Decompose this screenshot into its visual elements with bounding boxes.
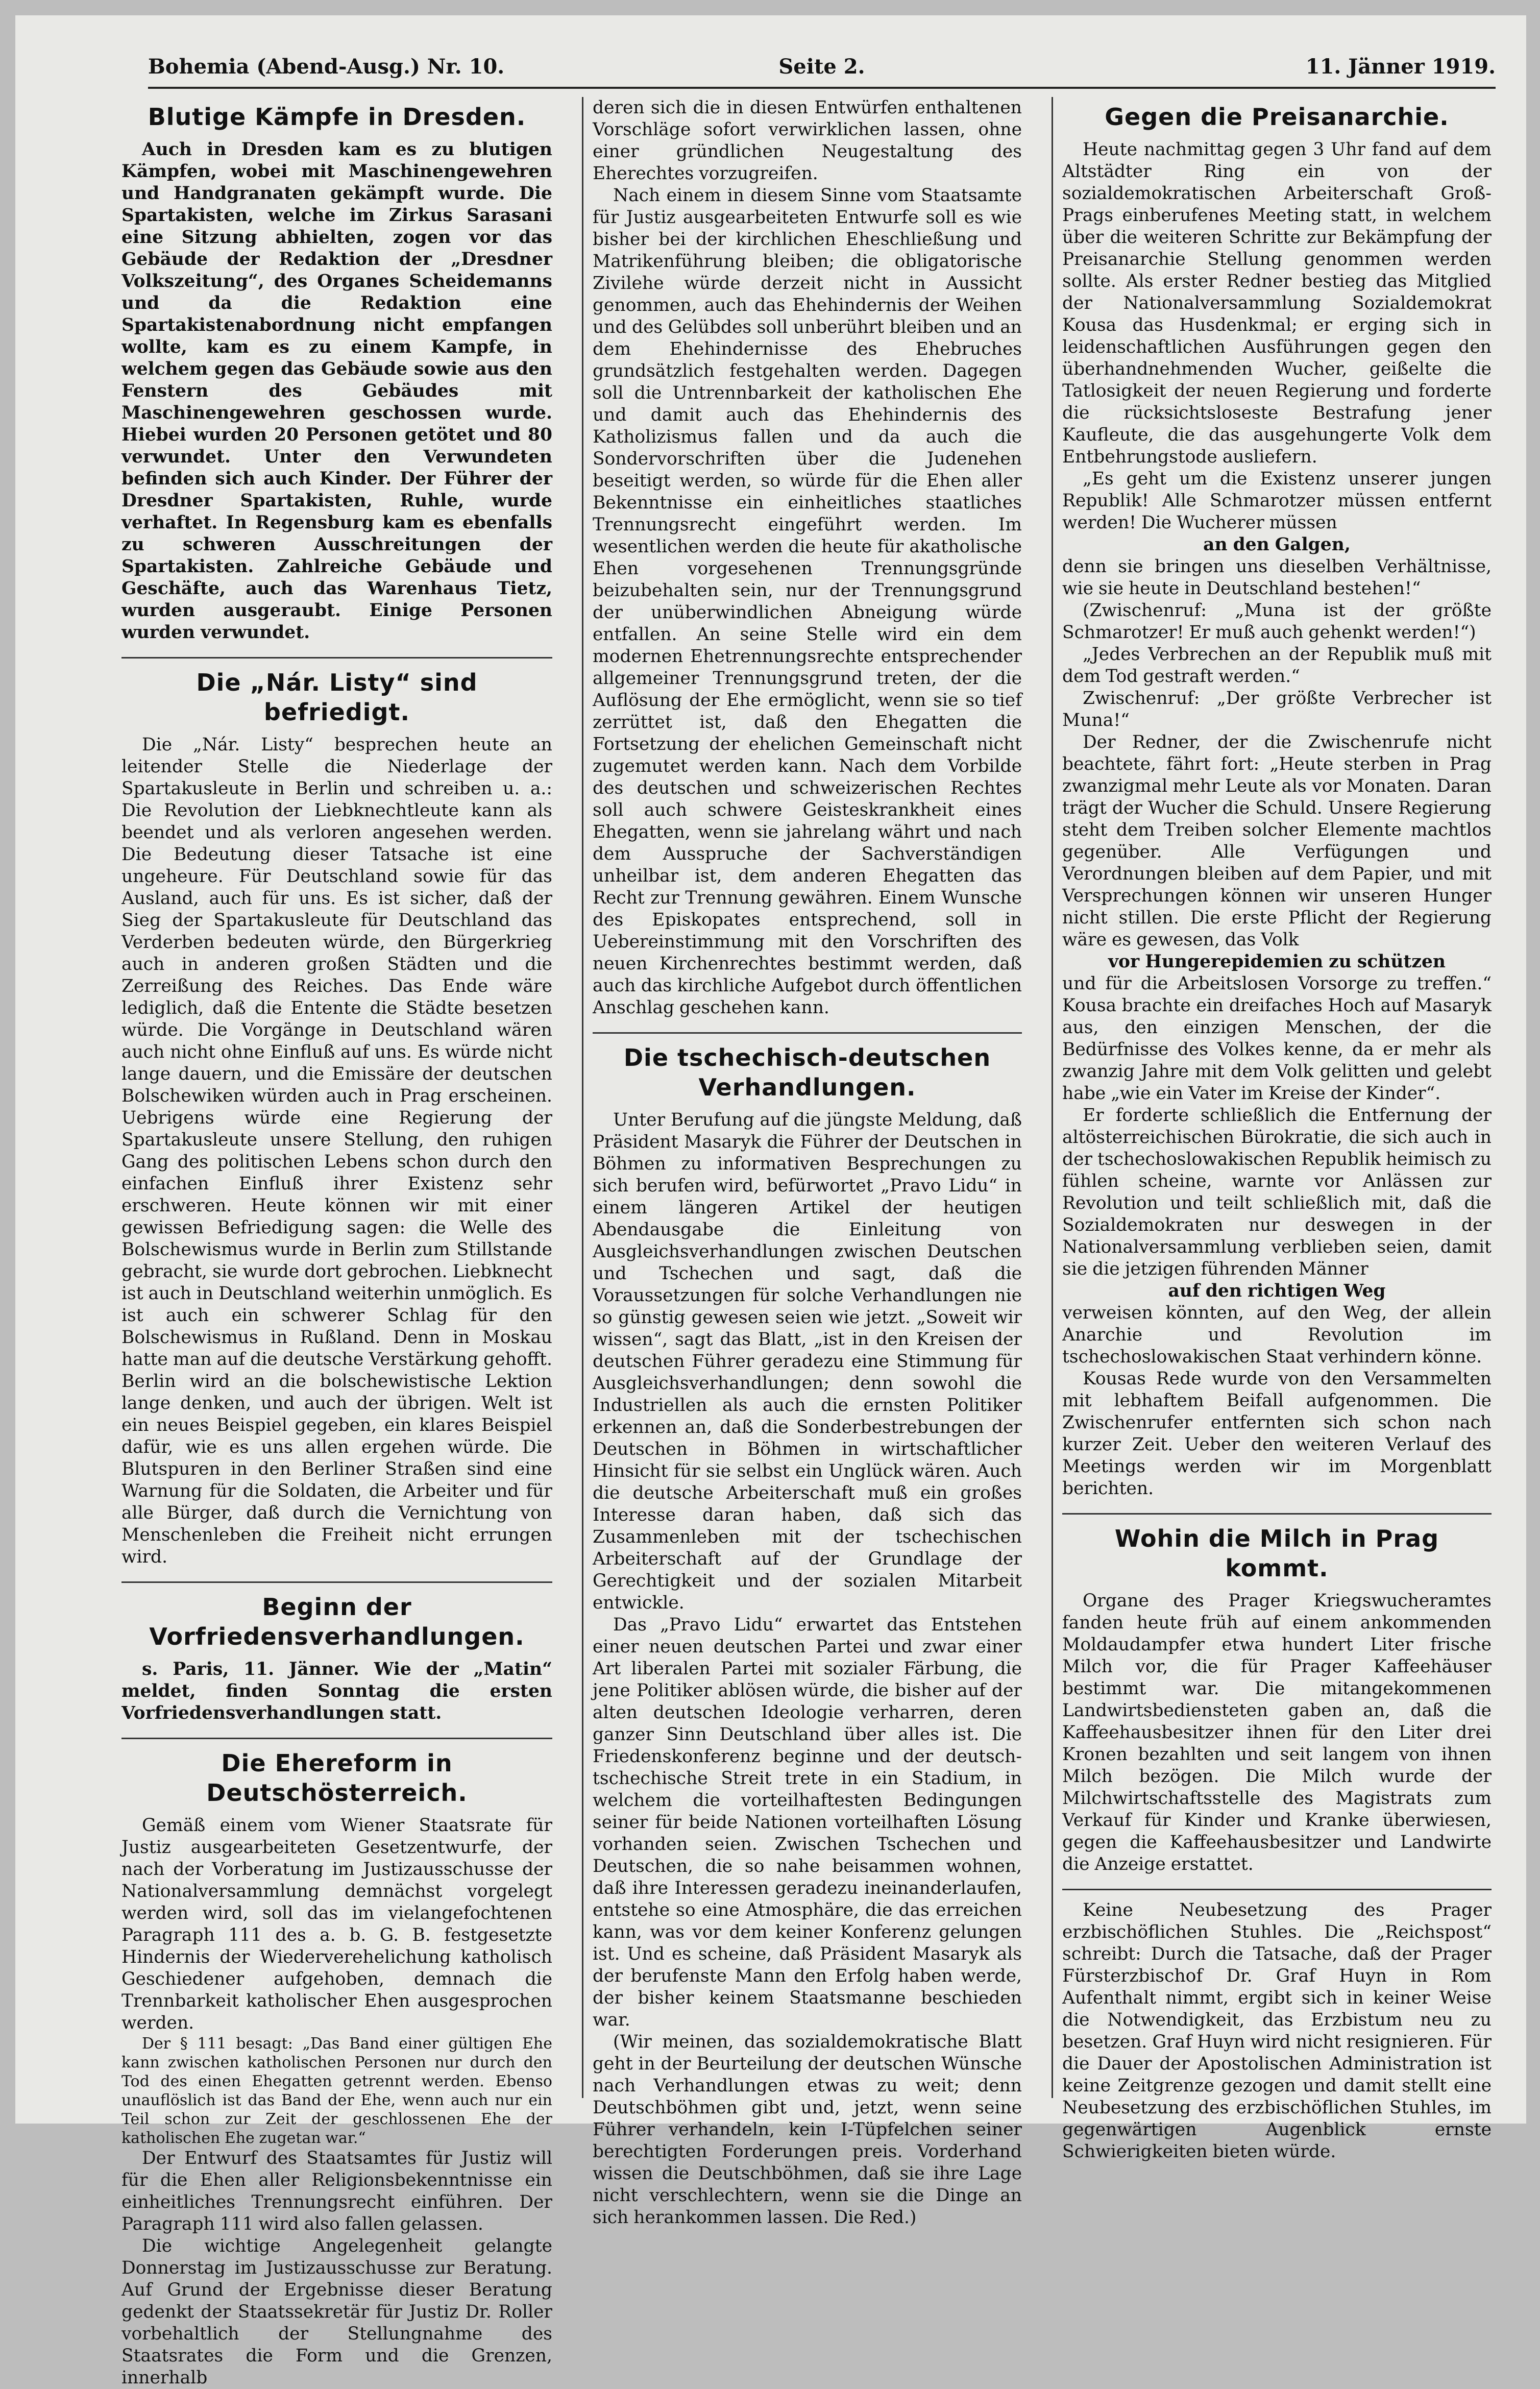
preisanarchie-text-11: Kousas Rede wurde von den Versammelten mit lebhaftem Beifall aufgenommen. Die Zwischenrufer entfernten sich schon nach kurzer Zeit. Ueber den weiteren Verlauf des Meetings werden wir im Morgenblatt berichten. bbox=[1062, 1369, 1492, 1499]
article-vorfrieden bbox=[121, 1592, 552, 1724]
preisanarchie-text-7: Der Redner, der die Zwischenrufe nicht beachtete, fährt fort: „Heute sterben in Prag zwanzigmal mehr Leute als vor Monaten. Daran trägt der Wucher die Schuld. Unsere Regierung steht dem Treiben solcher Elemente machtlos gegenüber. Alle Verfügungen und Verordnungen bleiben auf dem Papier, und mit Versprechungen können wir unseren Hunger nicht stillen. Die erste Pflicht der Regierung wäre es gewesen, das Volk bbox=[1062, 732, 1492, 950]
article-ehereform-text-2: Der Entwurf des Staatsamtes für Justiz will für die Ehen aller Religionsbekenntnisse ein einheitliches Trennungsrecht einführen. Der Paragraph 111 wird also fallen gelassen. bbox=[121, 2148, 552, 2234]
headline-preisanarchie: Gegen die Preisanarchie. bbox=[1105, 103, 1449, 131]
preisanarchie-text-10: verweisen könnten, auf den Weg, der allein Anarchie und Revolution im tschechoslowakischen Staat verhindern könne. bbox=[1062, 1303, 1492, 1367]
article-erzbistum bbox=[1062, 1899, 1492, 2163]
article-milch-text: Organe des Prager Kriegswucheramtes fanden heute früh auf einem ankommenden Moldaudampfer etwa hundert Liter frische Milch vor, die für Prager Kaffeehäuser bestimmt war. Die mitangekommenen Landwirtsbediensteten gaben an, daß die Kaffeehausbesitzer ihnen für den Liter drei Kronen bezahlten und seit langem von ihnen Milch bezögen. Die Milch wurde der Milchwirtschaftsstelle des Magistrats zum Verkauf für Kinder und Kranke überwiesen, gegen die Kaffeehausbesitzer und Landwirte die Anzeige erstattet. bbox=[1062, 1591, 1492, 1874]
preisanarchie-text-6: Zwischenruf: „Der größte Verbrecher ist Muna!“ bbox=[1062, 688, 1492, 730]
page-number: Seite 2. bbox=[778, 54, 865, 79]
divider bbox=[593, 1032, 1022, 1034]
headline-ehereform: Die Ehereform in Deutschösterreich. bbox=[206, 1749, 468, 1807]
preisanarchie-subhead-3: auf den richtigen Weg bbox=[1168, 1281, 1386, 1301]
column-1 bbox=[112, 97, 561, 2388]
column-2 bbox=[582, 97, 1031, 2228]
article-erzbistum-text: Keine Neubesetzung des Prager erzbischöflichen Stuhles. Die „Reichspost“ schreibt: Durch die Tatsache, daß der Prager Fürsterzbischof Dr. Graf Huyn in Rom Aufenthalt nimmt, ergibt sich in keiner Weise die Notwendigkeit, das Erzbistum neu zu besetzen. Graf Huyn wird nicht resignieren. Für die Dauer der Apostolischen Administration ist keine Zeitgrenze gezogen und damit stellt eine Neubesetzung des erzbischöflichen Stuhles, im gegenwärtigen Augenblick ernste Schwierigkeiten bieten würde. bbox=[1062, 1900, 1492, 2162]
newspaper-page bbox=[15, 15, 1526, 2388]
article-milch bbox=[1062, 1524, 1492, 1875]
headline-verhandlungen: Die tschechisch-deutschen Verhandlungen. bbox=[623, 1044, 991, 1101]
article-ehereform-quote: Der § 111 besagt: „Das Band einer gültigen Ehe kann zwischen katholischen Personen nur durch den Tod des einen Ehegatten getrennt werden. Ebenso unauflöslich ist das Band der Ehe, wenn auch nur ein Teil schon zur Zeit der geschlossenen Ehe der katholischen Ehe zugetan war.“ bbox=[121, 2035, 552, 2147]
article-verhandlungen-text-3: (Wir meinen, das sozialdemokratische Blatt geht in der Beurteilung der deutschen Wünsche nach Verhandlungen etwas zu weit; denn Deutschböhmen gibt und, jetzt, wenn seine Führer verhandeln, kein I-Tüpfelchen seiner berechtigten Forderungen preis. Vorderhand wissen die Deutschböhmen, daß sie ihre Lage nicht verschlechtern, wenn sie die Dinge an sich herankommen lassen. Die Red.) bbox=[593, 2032, 1022, 2228]
preisanarchie-text-4: (Zwischenruf: „Muna ist der größte Schmarotzer! Er muß auch gehenkt werden!“) bbox=[1062, 600, 1492, 643]
article-dresden bbox=[121, 102, 552, 644]
headline-milch: Wohin die Milch in Prag kommt. bbox=[1114, 1525, 1439, 1582]
headline-dresden: Blutige Kämpfe in Dresden. bbox=[148, 103, 526, 131]
article-dresden-text: Auch in Dresden kam es zu blutigen Kämpfen, wobei mit Maschinengewehren und Handgranaten gekämpft wurde. Die Spartakisten, welche im Zirkus Sarasani eine Sitzung abhielten, zogen vor das Gebäude der Redaktion der „Dresdner Volkszeitung“, des Organes Scheidemanns und da die Redaktion eine Spartakistenabordnung nicht empfangen wollte, kam es zu einem Kampfe, in welchem gegen das Gebäude sowie aus den Fenstern des Gebäudes mit Maschinengewehren geschossen wurde. Hiebei wurden 20 Personen getötet und 80 verwundet. Unter den Verwundeten befinden sich auch Kinder. Der Führer der Dresdner Spartakisten, Ruhle, wurde verhaftet. In Regensburg kam es ebenfalls zu schweren Ausschreitungen der Spartakisten. Zahlreiche Gebäude und Geschäfte, auch das Warenhaus Tietz, wurden ausgeraubt. Einige Personen wurden verwundet. bbox=[121, 139, 552, 643]
preisanarchie-text-1: Heute nachmittag gegen 3 Uhr fand auf dem Altstädter Ring ein von der sozialdemokratischen Arbeiterschaft Groß-Prags einberufenes Meeting statt, in welchem über die weiteren Schritte zur Bekämpfung der Preisanarchie Stellung genommen werden sollte. Als erster Redner bestieg das Mitglied der Nationalversammlung Sozialdemokrat Kousa das Husdenkmal; er erging sich in leidenschaftlichen Ausführungen gegen den überhandnehmenden Wucher, geißelte die Tatlosigkeit der neuen Regierung und forderte die rücksichtsloseste Bestrafung jener Kaufleute, die das ausgehungerte Volk dem Entbehrungstode ausliefern. bbox=[1062, 139, 1492, 467]
preisanarchie-text-3: denn sie bringen uns dieselben Verhältnisse, wie sie heute in Deutschland bestehen!“ bbox=[1062, 556, 1492, 599]
headline-nar-listy: Die „Nár. Listy“ sind befriedigt. bbox=[196, 669, 478, 726]
preisanarchie-text-8: und für die Arbeitslosen Vorsorge zu treffen.“ Kousa brachte ein dreifaches Hoch auf Masaryk aus, den einzigen Menschen, der die Bedürfnisse des Volkes kenne, da er mehr als zwanzig Jahre mit dem Volk gelitten und gelebt habe „wie ein Vater im Kreise der Kinder“. bbox=[1062, 973, 1492, 1104]
issue-date: 11. Jänner 1919. bbox=[1305, 54, 1496, 79]
article-nar-listy bbox=[121, 668, 552, 1568]
page-header bbox=[148, 46, 1496, 89]
divider bbox=[121, 657, 552, 659]
preisanarchie-subhead-1: an den Galgen, bbox=[1203, 534, 1351, 555]
article-nar-listy-text: Die „Nár. Listy“ besprechen heute an leitender Stelle die Niederlage der Spartakusleute in Berlin und schreiben u. a.: Die Revolution der Liebknechtleute kann als beendet und als verloren angesehen werden. Die Bedeutung dieser Tatsache ist eine ungeheure. Für Deutschland sowie für das Ausland, auch für uns. Es ist sicher, daß der Sieg der Spartakusleute für Deutschland das Verderben bedeuten würde, den Bürgerkrieg auch in anderen großen Städten und die Zerreißung des Reiches. Das Ende wäre lediglich, daß die Entente die Städte besetzen würde. Die Vorgänge in Deutschland wären auch nicht ohne Einfluß auf uns. Es würde nicht lange dauern, und die Emissäre der deutschen Bolschewiken würden auch in Prag erscheinen. Uebrigens würde eine Regierung der Spartakusleute unsere Stellung, den ruhigen Gang des politischen Lebens schon durch den einfachen Einfluß ihrer Existenz sehr erschweren. Heute können wir mit einer gewissen Befriedigung sagen: die Welle des Bolschewismus wurde in Berlin zum Stillstande gebracht, sie wurde dort gebrochen. Liebknecht ist auch in Deutschland weiterhin unmöglich. Es ist auch ein schwerer Schlag für den Bolschewismus in Rußland. Denn in Moskau hatte man auf die deutsche Verstärkung gehofft. Berlin wird an die bolschewistische Lektion lange denken, und auch der übrigen. Welt ist ein neues Beispiel gegeben, ein klares Beispiel dafür, wie es uns allen ergehen würde. Die Blutspuren in den Berliner Straßen sind eine Warnung für die Soldaten, die Arbeiter und für alle Bürger, daß durch die Vernichtung von Menschenleben die Freiheit nicht errungen wird. bbox=[121, 735, 553, 1567]
article-ehereform-text-3: Die wichtige Angelegenheit gelangte Donnerstag im Justizausschusse zur Beratung. Auf Grund der Ergebnisse dieser Beratung gedenkt der Staatssekretär für Justiz Dr. Roller vorbehaltlich der Stellungnahme des Staatsrates die Form und die Grenzen, innerhalb bbox=[121, 2236, 552, 2388]
divider bbox=[121, 1738, 552, 1739]
article-verhandlungen-text-2: Das „Pravo Lidu“ erwartet das Entstehen einer neuen deutschen Partei und zwar einer Art liberalen Partei mit sozialer Färbung, die jene Politiker ablösen würde, die bisher auf der alten deutschen Ideologie verharren, deren ganzer Sinn Deutschland über alles ist. Die Friedenskonferenz beginne und der deutsch-tschechische Streit trete in ein Stadium, in welchem die vorteilhaftesten Bedingungen seiner für beide Nationen vorteilhaften Lösung vorhanden seien. Zwischen Tschechen und Deutschen, die so nahe beisammen wohnen, daß ihre Interessen geradezu ineinanderlaufen, entstehe so eine Atmosphäre, die das erreichen kann, was vor dem keiner Konferenz gelungen ist. Und es scheine, daß Präsident Masaryk als der berufenste Mann den Erfolg haben werde, der bisher keinem Staatsmanne beschieden war. bbox=[593, 1615, 1022, 2030]
issue-label: Bohemia (Abend-Ausg.) Nr. 10. bbox=[148, 54, 505, 79]
continued-text-2: Nach einem in diesem Sinne vom Staatsamte für Justiz ausgearbeiteten Entwurfe soll es wie bisher bei der kirchlichen Eheschließung und Matrikenführung bleiben; die obligatorische Zivilehe würde derzeit nicht in Aussicht genommen, auch das Ehehindernis der Weihen und des Gelübdes soll unberührt bleiben und an dem Ehehindernisse des Ehebruches grundsätzlich festgehalten werden. Dagegen soll die Untrennbarkeit der katholischen Ehe und damit auch das Ehehindernis des Katholizismus fallen und da auch die Sondervorschriften über die Judenehen beseitigt werden, so würde für die Ehen aller Bekenntnisse ein einheitliches staatliches Trennungsrecht eingeführt werden. Im wesentlichen werden die heute für akatholische Ehen vorgesehenen Trennungsgründe beizubehalten sein, nur der Trennungsgrund der unüberwindlichen Abneigung würde entfallen. An seine Stelle wird ein dem modernen Ehetrennungsrechte entsprechender allgemeiner Trennungsgrund treten, der die Auflösung der Ehe ermöglicht, wenn sie so tief zerrüttet ist, daß den Ehegatten die Fortsetzung der ehelichen Gemeinschaft nicht zugemutet werden kann. Nach dem Vorbilde des deutschen und schweizerischen Rechtes soll auch schwere Geisteskrankheit eines Ehegatten, wenn sie jahrelang währt und nach dem Ausspruche der Sachverständigen unheilbar ist, dem anderen Ehegatten das Recht zur Trennung gewähren. Einem Wunsche des Episkopates entsprechend, soll in Uebereinstimmung mit den Vorschriften des neuen Kirchenrechtes bestimmt werden, daß auch das kirchliche Aufgebot durch öffentlichen Anschlag geschehen kann. bbox=[593, 185, 1022, 1018]
article-verhandlungen bbox=[593, 1043, 1022, 2229]
continued-text-1: deren sich die in diesen Entwürfen enthaltenen Vorschläge sofort verwirklichen lassen, ohne einer gründlichen Neugestaltung des Eherechtes vorzugreifen. bbox=[593, 97, 1022, 184]
divider bbox=[1062, 1889, 1492, 1890]
preisanarchie-text-2: „Es geht um die Existenz unserer jungen Republik! Alle Schmarotzer müssen entfernt werden! Die Wucherer müssen bbox=[1062, 469, 1492, 533]
headline-vorfrieden: Beginn der Vorfriedensverhandlungen. bbox=[149, 1593, 525, 1650]
preisanarchie-text-9: Er forderte schließlich die Entfernung der altösterreichischen Bürokratie, die sich auch in der tschechoslowakischen Republik heimisch zu fühlen scheine, warnte vor Anlässen zur Revolution und teilt schließlich mit, daß die Sozialdemokraten nur deswegen in der Nationalversammlung verblieben seien, damit sie die jetzigen führenden Männer bbox=[1062, 1105, 1492, 1279]
article-ehereform-continued bbox=[593, 97, 1022, 1019]
divider bbox=[121, 1581, 552, 1583]
article-vorfrieden-text: s. Paris, 11. Jänner. Wie der „Matin“ meldet, finden Sonntag die ersten Vorfriedensverhandlungen statt. bbox=[121, 1659, 552, 1723]
divider bbox=[1062, 1513, 1492, 1515]
article-ehereform-text-1: Gemäß einem vom Wiener Staatsrate für Justiz ausgearbeiteten Gesetzentwurfe, der nach der Vorberatung im Justizausschusse der Nationalversammlung demnächst vorgelegt werden wird, soll das im vielangefochtenen Paragraph 111 des a. b. G. B. festgesetzte Hindernis der Wiederverehelichung katholisch Geschiedener aufgehoben, demnach die Trennbarkeit katholischer Ehen ausgesprochen werden. bbox=[121, 1815, 552, 2033]
preisanarchie-subhead-2: vor Hungerepidemien zu schützen bbox=[1108, 952, 1446, 972]
article-ehereform bbox=[121, 1748, 552, 2389]
column-3 bbox=[1052, 97, 1501, 2162]
article-verhandlungen-text-1: Unter Berufung auf die jüngste Meldung, daß Präsident Masaryk die Führer der Deutschen in Böhmen zu informativen Besprechungen zu sich berufen wird, befürwortet „Pravo Lidu“ in einem längeren Artikel der heutigen Abendausgabe die Einleitung von Ausgleichsverhandlungen zwischen Deutschen und Tschechen und sagt, daß die Voraussetzungen für solche Verhandlungen nie so günstig gewesen seien wie jetzt. „Soweit wir wissen“, sagt das Blatt, „ist in den Kreisen der deutschen Führer geradezu eine Stimmung für Ausgleichsverhandlungen; denn sowohl die Industriellen als auch die ernsten Politiker erkennen an, daß die Sonderbestrebungen der Deutschen in Böhmen in wirtschaftlicher Hinsicht für sie selbst ein Unglück wären. Auch die deutsche Arbeiterschaft muß ein großes Interesse daran haben, daß sich das Zusammenleben mit der tschechischen Arbeiterschaft auf der Grundlage der Gerechtigkeit und der sozialen Mitarbeit entwickle. bbox=[593, 1110, 1022, 1613]
article-preisanarchie bbox=[1062, 102, 1492, 1500]
preisanarchie-text-5: „Jedes Verbrechen an der Republik muß mit dem Tod gestraft werden.“ bbox=[1062, 644, 1492, 687]
